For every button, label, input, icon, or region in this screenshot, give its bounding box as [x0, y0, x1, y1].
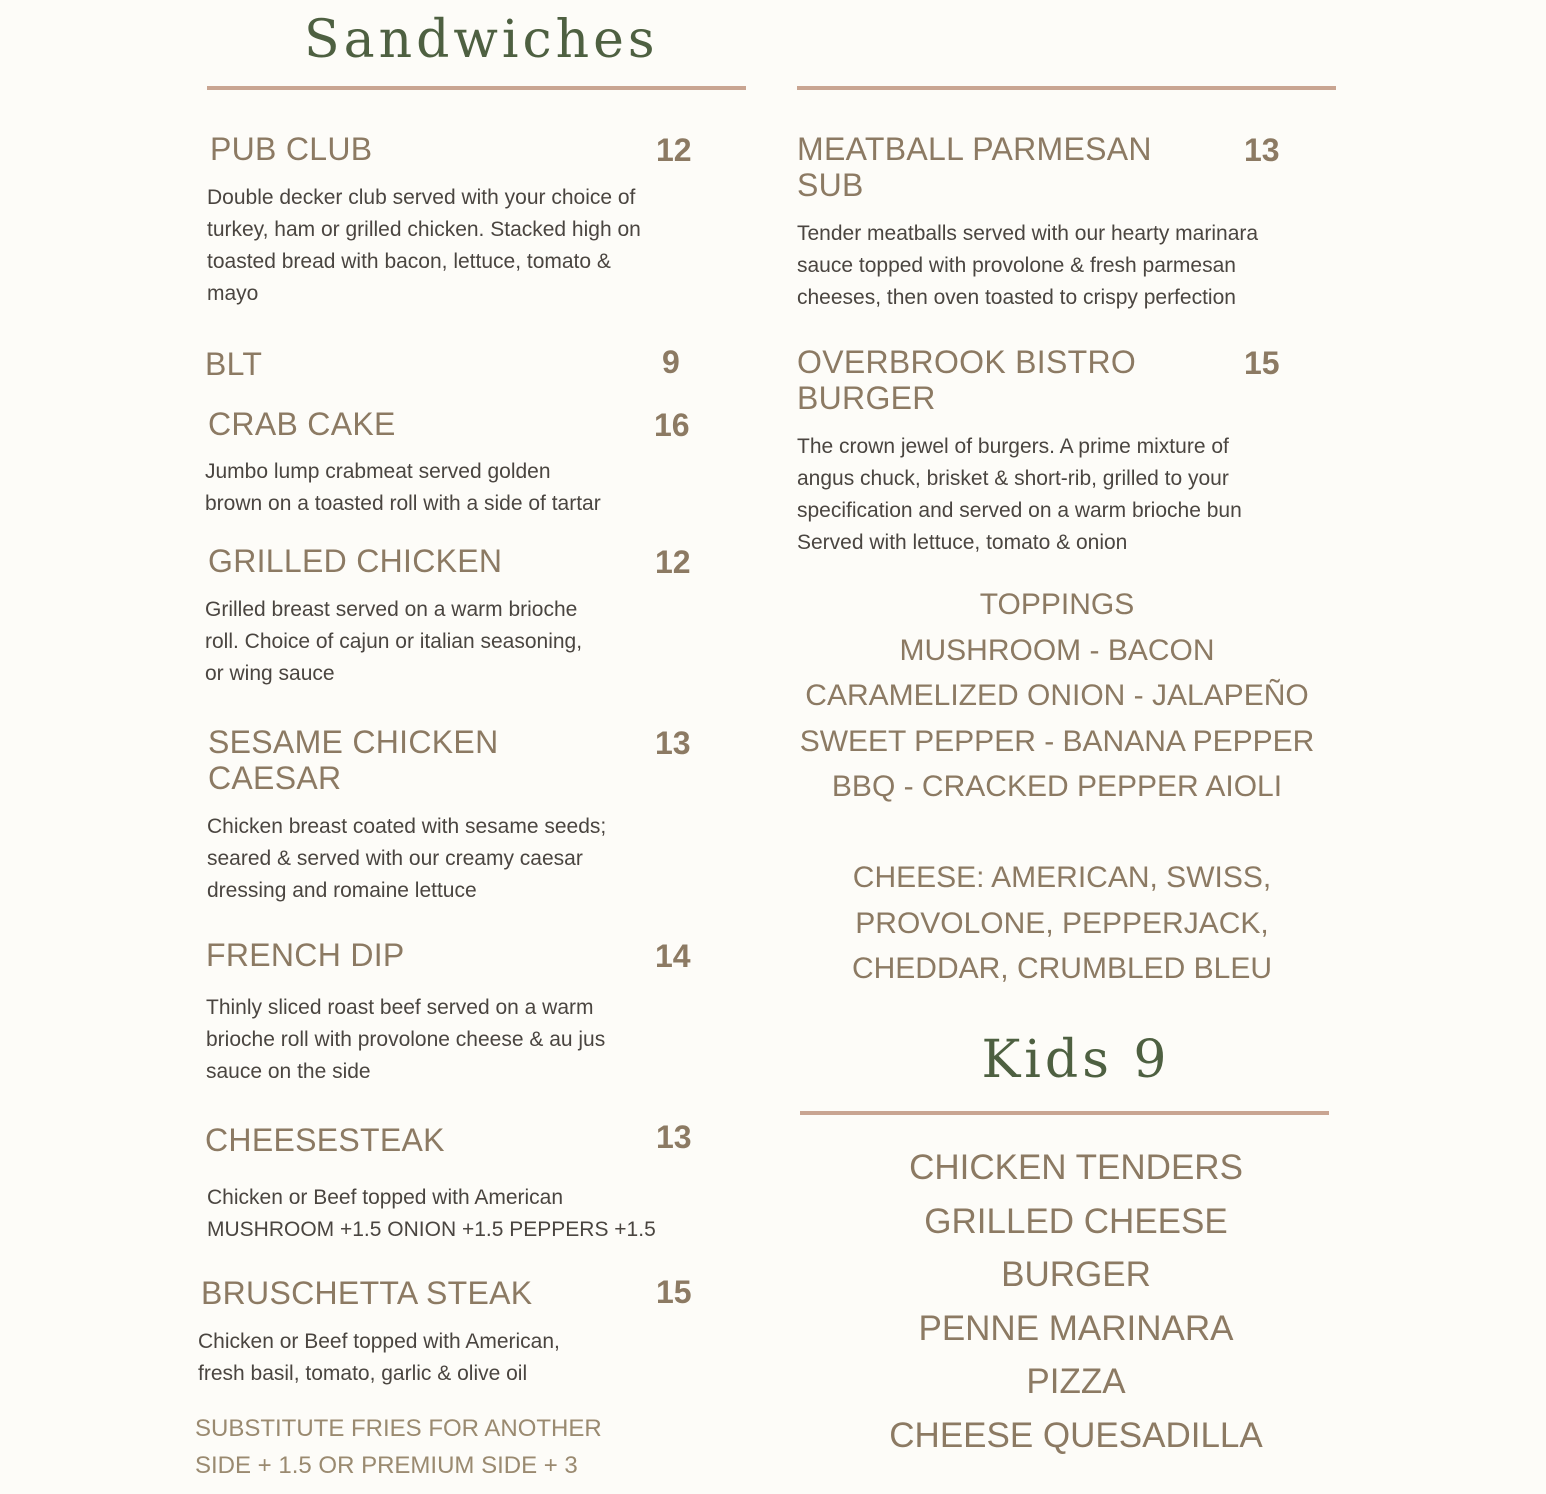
kids-item: PIZZA	[1026, 1362, 1126, 1401]
item-name: CRAB CAKE	[208, 406, 396, 442]
cheese-line: CHEDDAR, CRUMBLED BLEU	[851, 952, 1273, 985]
item-description: Jumbo lump crabmeat served golden brown on a toasted roll with a side of tartar	[205, 460, 601, 515]
toppings-list	[797, 582, 1317, 810]
kids-divider	[800, 1111, 1329, 1115]
item-price: 13	[656, 1119, 692, 1155]
kids-item: CHICKEN TENDERS	[909, 1148, 1243, 1187]
kids-item: PENNE MARINARA	[918, 1308, 1234, 1348]
item-description: Grilled breast served on a warm brioche roll. Choice of cajun or italian seasoning, or wing sauce	[205, 598, 583, 685]
cheese-list	[797, 855, 1327, 992]
item-description: Double decker club served with your choice of turkey, ham or grilled chicken. Stacked high on toasted bread with bacon, lettuce, tomato & mayo	[207, 186, 641, 305]
sandwiches-title: Sandwiches	[304, 10, 659, 70]
item-price: 13	[655, 725, 691, 761]
item-description: Chicken or Beef topped with American MUSHROOM +1.5 ONION +1.5 PEPPERS +1.5	[207, 1186, 656, 1241]
item-price: 13	[1244, 132, 1280, 168]
item-name: BRUSCHETTA STEAK	[201, 1275, 533, 1311]
item-name: GRILLED CHICKEN	[208, 543, 503, 579]
kids-item: BURGER	[1001, 1255, 1151, 1294]
item-name: PUB CLUB	[210, 131, 373, 167]
item-name: MEATBALL PARMESAN SUB	[797, 131, 1152, 203]
item-name: CHEESESTEAK	[205, 1122, 445, 1158]
item-price: 12	[656, 132, 692, 168]
item-name: OVERBROOK BISTRO BURGER	[797, 344, 1137, 416]
topping-line: MUSHROOM - BACON	[899, 633, 1215, 667]
item-price: 15	[656, 1274, 692, 1310]
item-description: Tender meatballs served with our hearty marinara sauce topped with provolone & fresh parmesan cheeses, then oven toasted to crispy perfection	[797, 222, 1259, 309]
kids-menu-list	[800, 1141, 1352, 1462]
substitute-note: SUBSTITUTE FRIES FOR ANOTHER SIDE + 1.5 OR PREMIUM SIDE + 3	[195, 1415, 602, 1479]
item-price: 9	[662, 344, 680, 380]
item-price: 15	[1244, 345, 1280, 381]
item-description: Chicken breast coated with sesame seeds; seared & served with our creamy caesar dressing and romaine lettuce	[207, 815, 607, 902]
cheese-line: CHEESE: AMERICAN, SWISS,	[852, 861, 1272, 894]
item-price: 14	[655, 938, 691, 974]
item-name: BLT	[205, 346, 263, 382]
item-description: Chicken or Beef topped with American, fresh basil, tomato, garlic & olive oil	[198, 1330, 560, 1385]
item-price: 12	[655, 544, 691, 580]
item-description: The crown jewel of burgers. A prime mixture of angus chuck, brisket & short-rib, grilled to your specification and served on a warm brioche bun Served with lettuce, tomato & onion	[797, 435, 1242, 554]
toppings-heading: TOPPINGS	[979, 588, 1135, 621]
topping-line: BBQ - CRACKED PEPPER AIOLI	[831, 770, 1283, 803]
cheese-line: PROVOLONE, PEPPERJACK,	[855, 906, 1269, 940]
item-name: SESAME CHICKEN CAESAR	[208, 724, 499, 796]
right-column-divider	[797, 86, 1336, 90]
item-description: Thinly sliced roast beef served on a warm brioche roll with provolone cheese & au jus sauce on the side	[206, 996, 606, 1083]
topping-line: CARAMELIZED ONION - JALAPEÑO	[805, 679, 1309, 712]
kids-title: Kids 9	[981, 1030, 1171, 1090]
item-price: 16	[654, 407, 690, 443]
topping-line: SWEET PEPPER - BANANA PEPPER	[799, 724, 1315, 758]
item-name: FRENCH DIP	[206, 937, 405, 973]
sandwiches-divider	[207, 86, 746, 90]
kids-item: GRILLED CHEESE	[924, 1201, 1228, 1241]
kids-item: CHEESE QUESADILLA	[889, 1415, 1263, 1455]
